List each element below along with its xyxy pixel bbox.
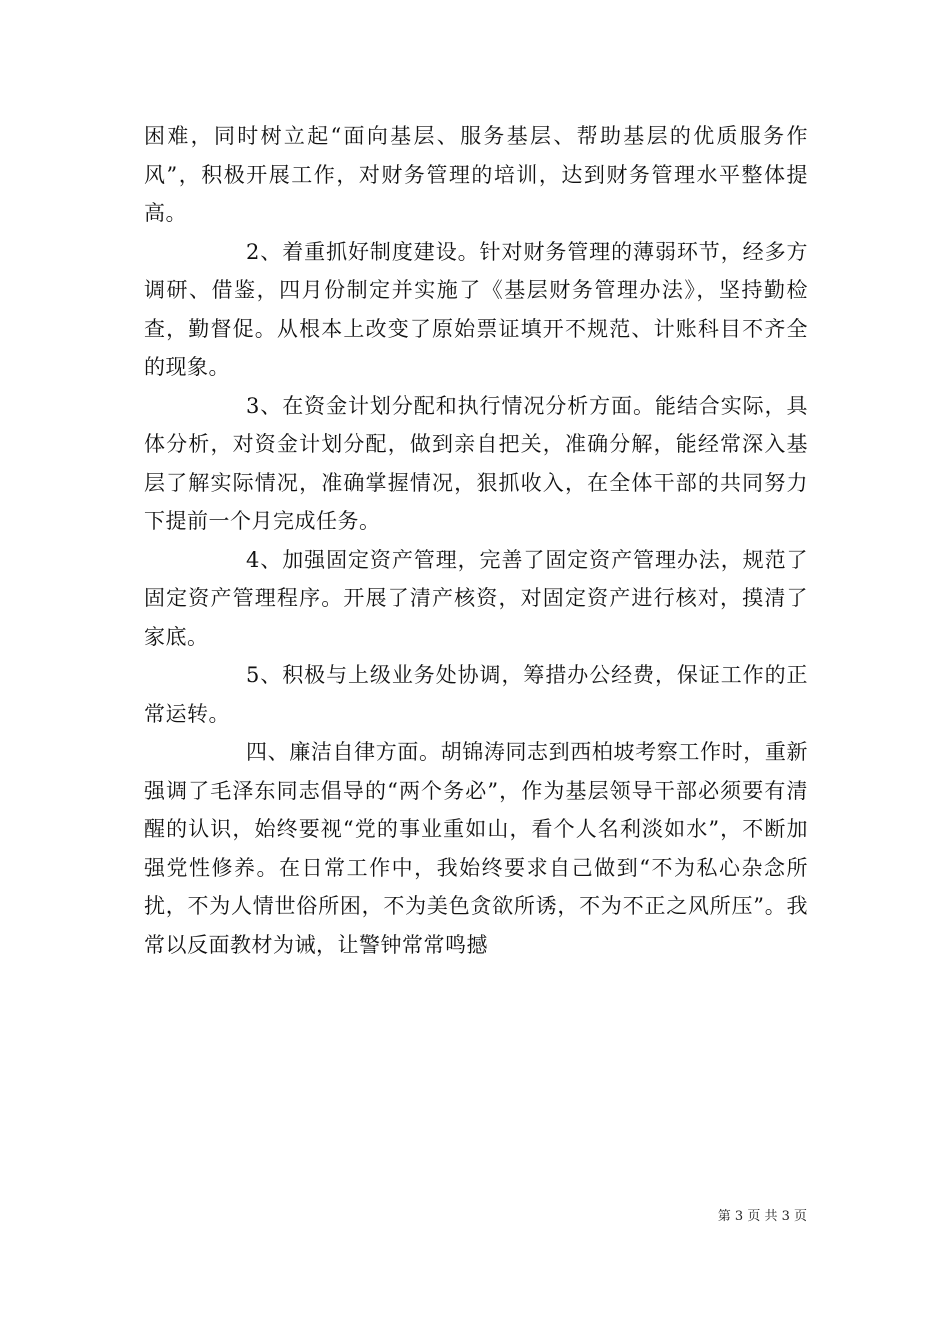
paragraph-5: 5、积极与上级业务处协调，筹措办公经费，保证工作的正常运转。 — [144, 663, 808, 726]
paragraph-1: 困难，同时树立起“面向基层、服务基层、帮助基层的优质服务作风”，积极开展工作，对财务管理的培训，达到财务管理水平整体提高。 — [144, 124, 808, 225]
page-number-footer: 第 3 页 共 3 页 — [717, 1209, 807, 1224]
document-body — [144, 117, 808, 964]
paragraph-6: 四、廉洁自律方面。胡锦涛同志到西柏坡考察工作时，重新强调了毛泽东同志倡导的“两个务必”，作为基层领导干部必须要有清醒的认识，始终要视“党的事业重如山，看个人名利淡如水”，不断加强党性修养。在日常工作中，我始终要求自己做到“不为私心杂念所扰，不为人情世俗所困，不为美色贪欲所诱，不为不正之风所压”。我常以反面教材为诫，让警钟常常鸣撼 — [144, 740, 808, 957]
paragraph-4: 4、加强固定资产管理，完善了固定资产管理办法，规范了固定资产管理程序。开展了清产核资，对固定资产进行核对，摸清了家底。 — [144, 547, 808, 649]
paragraph-3: 3、在资金计划分配和执行情况分析方面。能结合实际，具体分析，对资金计划分配，做到亲自把关，准确分解，能经常深入基层了解实际情况，准确掌握情况，狠抓收入，在全体干部的共同努力下提前一个月完成任务。 — [144, 393, 808, 533]
paragraph-2: 2、着重抓好制度建设。针对财务管理的薄弱环节，经多方调研、借鉴，四月份制定并实施了《基层财务管理办法》，坚持勤检查，勤督促。从根本上改变了原始票证填开不规范、计账科目不齐全的现象。 — [144, 239, 808, 379]
